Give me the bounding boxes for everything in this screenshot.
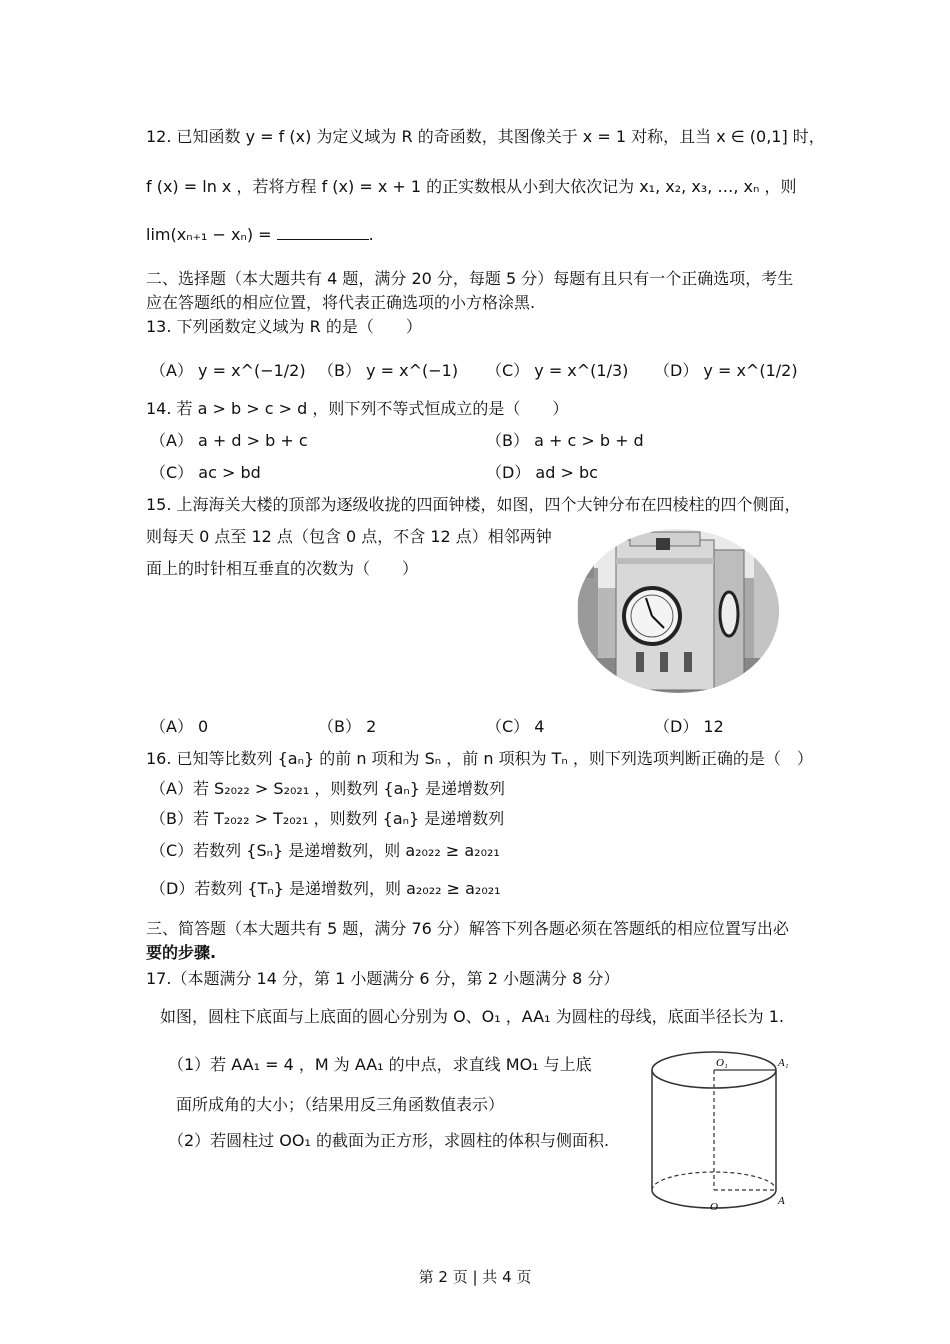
q17-intro: 如图，圆柱下底面与上底面的圆心分别为 O、O₁ ，AA₁ 为圆柱的母线，底面半径长为 1. <box>160 1007 784 1026</box>
q12-line3: lim(xₙ₊₁ − xₙ) = . <box>146 225 374 244</box>
q16-option-a: （A）若 S₂₀₂₂ > S₂₀₂₁ ，则数列 {aₙ} 是递增数列 <box>150 779 506 798</box>
q17-part1-line1: （1）若 AA₁ = 4 ，M 为 AA₁ 的中点，求直线 MO₁ 与上底 <box>168 1055 592 1074</box>
q16-option-c: （C）若数列 {Sₙ} 是递增数列，则 a₂₀₂₂ ≥ a₂₀₂₁ <box>150 841 500 860</box>
q15-option-d: （D） 12 <box>654 717 724 736</box>
q17-part2: （2）若圆柱过 OO₁ 的截面为正方形，求圆柱的体积与侧面积. <box>168 1131 610 1150</box>
q12-line1: 12. 已知函数 y = f (x) 为定义域为 R 的奇函数，其图像关于 x = 1 对称，且当 x ∈ (0,1] 时， <box>146 127 825 146</box>
q15-line2: 则每天 0 点至 12 点（包含 0 点，不含 12 点）相邻两钟 <box>146 527 552 546</box>
clock-tower-image <box>576 528 780 694</box>
q13-option-a: （A） y = x^(−1/2) <box>150 361 306 380</box>
section3-line2: 要的步骤. <box>146 943 217 962</box>
cylinder-diagram <box>646 1046 816 1226</box>
q13-option-d: （D） y = x^(1/2) <box>654 361 798 380</box>
q17-part1-line2: 面所成角的大小；（结果用反三角函数值表示） <box>176 1095 505 1114</box>
label-a1: A₁ <box>778 1057 789 1069</box>
q15-line1: 15. 上海海关大楼的顶部为逐级收拢的四面钟楼，如图，四个大钟分布在四棱柱的四个侧面， <box>146 495 801 514</box>
q13-option-c: （C） y = x^(1/3) <box>486 361 629 380</box>
label-o: O <box>710 1201 718 1213</box>
answer-blank <box>277 225 369 240</box>
q15-option-b: （B） 2 <box>318 717 377 736</box>
section3-line1: 三、简答题（本大题共有 5 题，满分 76 分）解答下列各题必须在答题纸的相应位置写出必 <box>146 919 789 938</box>
q16-stem: 16. 已知等比数列 {aₙ} 的前 n 项和为 Sₙ ，前 n 项积为 Tₙ ，则下列选项判断正确的是（ ） <box>146 749 813 768</box>
q13-stem: 13. 下列函数定义域为 R 的是（ ） <box>146 317 422 336</box>
q12-limit: lim(xₙ₊₁ − xₙ) = <box>146 225 272 244</box>
section2-line1: 二、选择题（本大题共有 4 题，满分 20 分，每题 5 分）每题有且只有一个正确选项，考生 <box>146 269 794 288</box>
section2-line2: 应在答题纸的相应位置，将代表正确选项的小方格涂黑. <box>146 293 536 312</box>
q14-option-d: （D） ad > bc <box>486 463 598 482</box>
q14-option-a: （A） a + d > b + c <box>150 431 308 450</box>
label-o1: O₁ <box>716 1057 728 1069</box>
label-a: A <box>778 1195 785 1207</box>
q14-option-c: （C） ac > bd <box>150 463 261 482</box>
q14-stem: 14. 若 a > b > c > d ，则下列不等式恒成立的是（ ） <box>146 399 569 418</box>
page-footer: 第 2 页 | 共 4 页 <box>418 1268 532 1286</box>
q15-line3: 面上的时针相互垂直的次数为（ ） <box>146 559 419 578</box>
q16-option-d: （D）若数列 {Tₙ} 是递增数列，则 a₂₀₂₂ ≥ a₂₀₂₁ <box>150 879 501 898</box>
q12-line2: f (x) = ln x ，若将方程 f (x) = x + 1 的正实数根从小到大依次记为 x₁, x₂, x₃, …, xₙ ，则 <box>146 177 797 196</box>
q17-heading: 17.（本题满分 14 分，第 1 小题满分 6 分，第 2 小题满分 8 分） <box>146 969 620 988</box>
q15-option-a: （A） 0 <box>150 717 209 736</box>
q16-option-b: （B）若 T₂₀₂₂ > T₂₀₂₁ ，则数列 {aₙ} 是递增数列 <box>150 809 505 828</box>
q15-option-c: （C） 4 <box>486 717 545 736</box>
q14-option-b: （B） a + c > b + d <box>486 431 644 450</box>
q13-option-b: （B） y = x^(−1) <box>318 361 459 380</box>
